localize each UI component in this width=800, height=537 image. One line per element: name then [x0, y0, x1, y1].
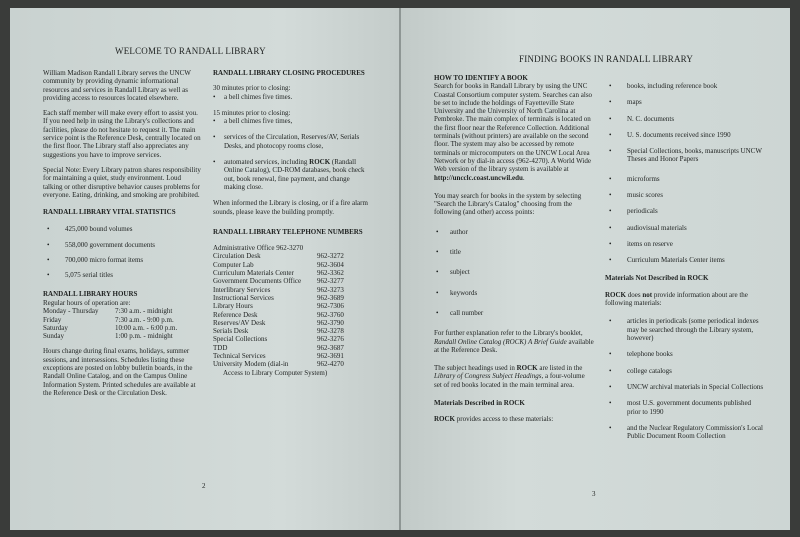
headings-mid: are listed in the — [537, 364, 583, 373]
phone-name: Library Hours — [213, 302, 253, 311]
hours-time: 1:00 p.m. - midnight — [115, 332, 173, 341]
catalog-url[interactable]: http://uncclc.coast.uncwil.edu — [434, 173, 523, 182]
described-item: • items on reserve — [605, 240, 765, 248]
phone-number: 962-3273 — [317, 285, 344, 294]
access-point-item: • author — [434, 228, 594, 236]
explanation-post: available at the Reference Desk. — [434, 337, 594, 354]
right-left-column — [434, 74, 594, 424]
hours-day: Saturday — [43, 323, 68, 332]
hours-heading: RANDALL LIBRARY HOURS — [43, 289, 138, 298]
closing-automated-post: (Randall Online Catalog), CD-ROM databases, book check out, book renewal, fine payment, and change making close. — [224, 158, 365, 191]
phone-row — [213, 261, 344, 269]
headings-pre: The subject headings used in — [434, 364, 517, 373]
closing-services-item: • services of the Circulation, Reserves/AV, Serials Desks, and photocopy rooms close, — [213, 133, 369, 150]
not-described-item: • college catalogs — [605, 367, 765, 375]
phone-number: 962-3760 — [317, 310, 344, 319]
phone-name: Reserves/AV Desk — [213, 318, 266, 327]
phone-name: Interlibrary Services — [213, 285, 271, 294]
not-described-intro — [605, 291, 765, 308]
not-info-post: provide information about are the following materials: — [605, 290, 748, 308]
phone-number: 962-4270 — [317, 360, 344, 369]
phone-name: Serials Desk — [213, 327, 249, 336]
identify-text: Search for books in Randall Library by using the UNC Coastal Consortium computer system. Searches can also be set to include the holdings of Fayetteville State University and the University of North Carolina at Pembroke. The main complex of terminals is located on the first floor near the Reference Collection. Additional terminals (without printers) are available on the second floor. The system may also be accessed by remote terminals or microcomputers on the UNCW Local Area Network or by dial-in access (962-4270). A World Wide Web version of the library system is available at — [434, 82, 593, 174]
not-word: not — [642, 290, 653, 299]
right-page — [401, 8, 790, 530]
described-item: • N. C. documents — [605, 115, 765, 123]
hours-day: Friday — [43, 315, 62, 324]
hours-note: Hours change during final exams, holidays, summer sessions, and intersessions. Schedules listing these exceptions are posted on lobby bulletin boards, in the Randall Online Catalog, and on the Campus Online Information System. Printed schedules are available at the Reference Desk or the Circulation Desk. — [43, 347, 196, 397]
not-described-list — [605, 317, 765, 440]
right-right-column — [605, 82, 765, 440]
described-list — [605, 82, 765, 265]
access-point-item: • call number — [434, 309, 594, 317]
access-point-item: • keywords — [434, 289, 594, 297]
phone-number: 962-3691 — [317, 352, 344, 361]
rock-label: ROCK — [434, 415, 455, 424]
phone-name: Government Documents Office — [213, 277, 302, 286]
phone-row — [213, 360, 344, 368]
rock-label: ROCK — [605, 290, 626, 299]
phone-name: Curriculum Materials Center — [213, 269, 294, 278]
lcsh-title: Library of Congress Subject Headings — [434, 372, 542, 381]
hours-time: 7:30 a.m. - 9:00 p.m. — [115, 315, 174, 324]
not-described-item: • and the Nuclear Regulatory Commission's Local Public Document Room Collection — [605, 424, 765, 441]
closing-heading: RANDALL LIBRARY CLOSING PROCEDURES — [213, 69, 365, 77]
closing-30-label: 30 minutes prior to closing: — [213, 84, 291, 93]
closing-15-item: • a bell chimes five times, — [213, 117, 369, 125]
intro-paragraph: William Madison Randall Library serves the UNCW community by providing dynamic informational resources and services in Randall Library as well as providing access to resources located elsewhere. — [43, 69, 191, 102]
phone-name: Instructional Services — [213, 293, 274, 302]
welcome-heading: WELCOME TO RANDALL LIBRARY — [115, 46, 266, 56]
described-item: • periodicals — [605, 207, 765, 215]
described-item: • maps — [605, 98, 765, 106]
described-item: • microforms — [605, 175, 765, 183]
booklet-title: Randall Online Catalog (ROCK) A Brief Guide — [434, 337, 567, 346]
phone-row — [213, 344, 344, 352]
phone-name: Special Collections — [213, 335, 268, 344]
described-heading: Materials Described in ROCK — [434, 399, 525, 408]
identify-text-end: . — [522, 173, 525, 182]
phone-number: 962-3689 — [317, 293, 344, 302]
vital-stat-item: • 5,075 serial titles — [43, 271, 201, 279]
telephone-heading: RANDALL LIBRARY TELEPHONE NUMBERS — [213, 227, 363, 236]
vital-stat-item: • 425,000 bound volumes — [43, 225, 201, 233]
closing-15-label: 15 minutes prior to closing: — [213, 108, 291, 117]
admin-office: Administrative Office 962-3270 — [213, 244, 304, 253]
fire-note: When informed the Library is closing, or if a fire alarm sounds, please leave the building promptly. — [213, 199, 368, 216]
phone-number: 962-3604 — [317, 260, 344, 269]
phone-row — [213, 327, 344, 335]
hours-row — [43, 324, 177, 332]
finding-books-heading: FINDING BOOKS IN RANDALL LIBRARY — [519, 54, 694, 64]
provides-access — [434, 415, 594, 423]
hours-day: Sunday — [43, 332, 64, 341]
search-intro: You may search for books in the system by selecting "Search the Library's Catalog" choosing from the following (and other) access points: — [434, 191, 582, 217]
hours-row — [43, 307, 177, 315]
subject-headings-paragraph — [434, 364, 594, 389]
hours-time: 10:00 a.m. - 6:00 p.m. — [115, 323, 178, 332]
phone-number: 962-3790 — [317, 318, 344, 327]
phone-row — [213, 302, 344, 310]
described-item: • Curriculum Materials Center items — [605, 256, 765, 264]
rock-label: ROCK — [309, 158, 331, 167]
described-item: • U. S. documents received since 1990 — [605, 131, 765, 139]
phone-row — [213, 352, 344, 360]
phone-table — [213, 252, 344, 376]
page-number: 2 — [202, 482, 206, 490]
described-item: • books, including reference book — [605, 82, 765, 90]
closing-30-item: • a bell chimes five times. — [213, 93, 369, 101]
phone-row — [213, 335, 344, 343]
identify-heading: HOW TO IDENTIFY A BOOK — [434, 74, 528, 82]
closing-automated-item — [213, 158, 369, 191]
rock-label: ROCK — [516, 364, 538, 373]
hours-row — [43, 332, 177, 340]
described-item: • audiovisual materials — [605, 224, 765, 232]
explanation-pre: For further explanation refer to the Library's booklet, — [434, 329, 583, 338]
not-described-item: • most U.S. government documents published prior to 1990 — [605, 399, 765, 416]
phone-row — [213, 286, 344, 294]
vital-stat-item: • 558,000 government documents — [43, 241, 201, 249]
middle-column — [213, 69, 369, 377]
closing-automated-pre: automated services, including — [224, 158, 310, 167]
not-described-item: • articles in periodicals (some periodical indexes may be searched through the Library system, however) — [605, 317, 765, 342]
explanation-paragraph — [434, 329, 594, 354]
phone-row — [213, 277, 344, 285]
hours-row — [43, 316, 177, 324]
not-described-item: • telephone books — [605, 350, 765, 358]
hours-intro: Regular hours of operation are: — [43, 298, 131, 307]
not-described-item: • UNCW archival materials in Special Collections — [605, 383, 765, 391]
not-described-heading: Materials Not Described in ROCK — [605, 273, 709, 282]
identify-paragraph — [434, 82, 594, 182]
page-number: 3 — [592, 490, 596, 498]
brochure-spread — [10, 8, 790, 530]
phone-number: 962-3272 — [317, 252, 344, 261]
described-item: • Special Collections, books, manuscripts UNCW Theses and Honor Papers — [605, 147, 765, 164]
phone-number: 962-3687 — [317, 343, 344, 352]
vital-stats-list — [43, 225, 201, 279]
phone-row — [213, 269, 344, 277]
hours-day: Monday - Thursday — [43, 307, 99, 316]
not-info-pre: does — [626, 290, 643, 299]
phone-name: Technical Services — [213, 352, 266, 361]
vital-stats-heading: RANDALL LIBRARY VITAL STATISTICS — [43, 208, 176, 217]
phone-row — [213, 252, 344, 260]
phone-number: 962-3277 — [317, 277, 344, 286]
phone-name-continued: Access to Library Computer System) — [223, 368, 328, 377]
special-note: Special Note: Every Library patron shares responsibility for maintaining a quiet, study environment. Loud talking or other disruptive behavior causes problems for everyone. Eating, drinking, and smoking are prohibited. — [43, 165, 201, 199]
left-page — [10, 8, 400, 530]
phone-number: 962-3276 — [317, 335, 344, 344]
access-point-item: • subject — [434, 268, 594, 276]
access-point-item: • title — [434, 248, 594, 256]
phone-number: 962-3278 — [317, 327, 344, 336]
phone-row — [213, 369, 344, 377]
phone-row — [213, 311, 344, 319]
described-item: • music scores — [605, 191, 765, 199]
phone-row — [213, 294, 344, 302]
vital-stat-item: • 700,000 micro format items — [43, 256, 201, 264]
staff-paragraph: Each staff member will make every effort to assist you. If you need help in using the Library's collections and facilities, please do not hesitate to request it. The main service point is the Reference Desk, centrally located on the first floor. The Library staff also appreciates any suggestions you have to improve services. — [43, 109, 201, 159]
phone-number: 962-3362 — [317, 269, 344, 278]
headings-post: , a four-volume set of red books located in the main terminal area. — [434, 372, 585, 389]
hours-table — [43, 307, 177, 340]
phone-name: University Modem (dial-in — [213, 360, 289, 369]
phone-name: Reference Desk — [213, 310, 258, 319]
phone-name: Computer Lab — [213, 260, 254, 269]
left-column — [43, 69, 201, 404]
phone-number: 962-7306 — [317, 302, 344, 311]
phone-name: TDD — [213, 343, 228, 352]
hours-time: 7:30 a.m. - midnight — [115, 307, 173, 316]
phone-name: Circulation Desk — [213, 252, 261, 261]
provides-text: provides access to these materials: — [455, 415, 554, 424]
phone-row — [213, 319, 344, 327]
